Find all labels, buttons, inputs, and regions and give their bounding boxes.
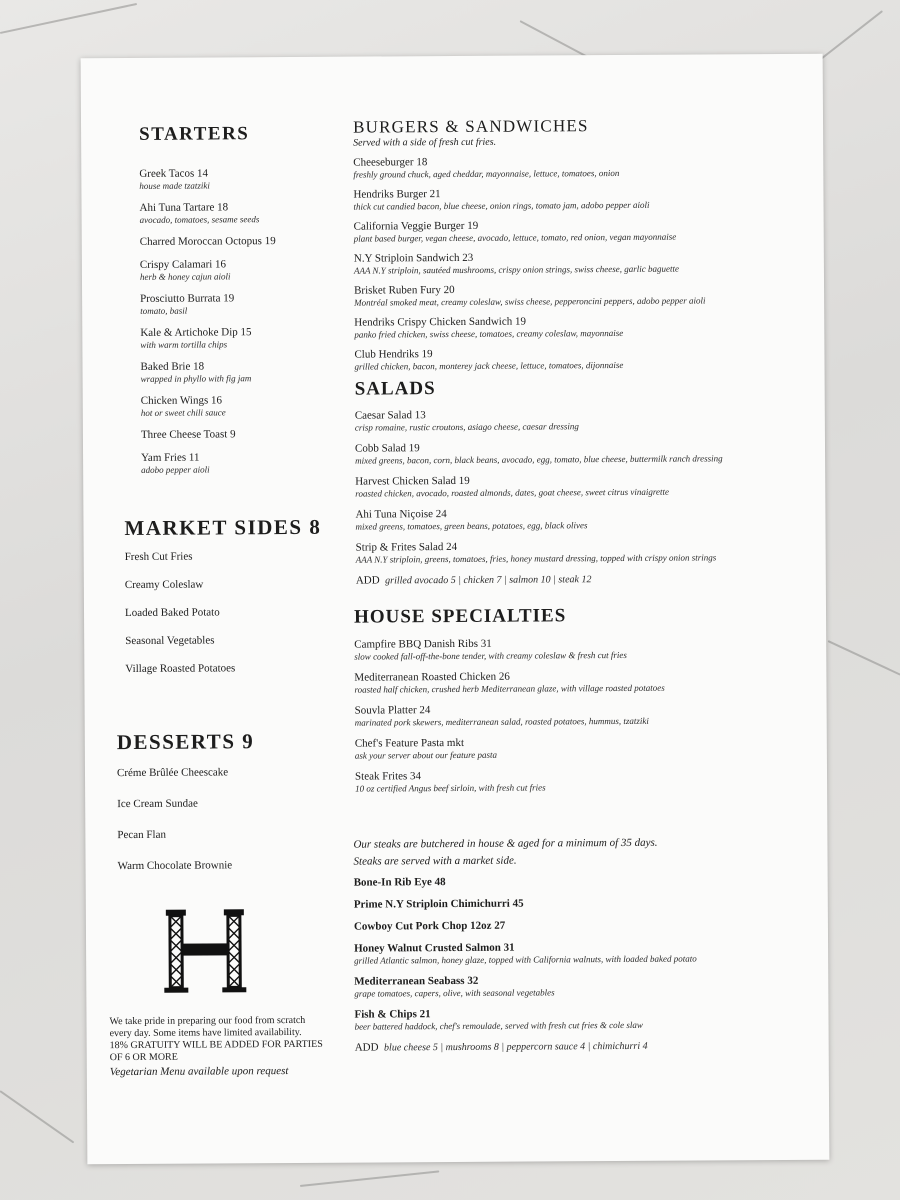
burgers-subtitle: Served with a side of fresh cut fries. [353, 136, 497, 149]
house-specialties-section [354, 604, 805, 804]
menu-item [353, 186, 803, 213]
menu-item-description: roasted half chicken, crushed herb Mediterranean glaze, with village roasted potatoes [354, 682, 665, 695]
steaks-section [353, 834, 814, 1055]
menu-item-description: crisp romaine, rustic croutons, asiago cheese, caesar dressing [354, 421, 579, 433]
menu-item [354, 874, 814, 890]
menu-item [141, 451, 361, 476]
menu-item-description: mixed greens, bacon, corn, black beans, avocado, egg, tomato, blue cheese, buttermilk ranch dressing [355, 453, 723, 466]
menu-item-description: 10 oz certified Angus beef sirloin, with fresh cut fries [355, 782, 546, 794]
menu-item [355, 407, 805, 434]
menu-item-name: Honey Walnut Crusted Salmon 31 [354, 941, 515, 955]
footer-line: 18% GRATUITY WILL BE ADDED FOR PARTIES [109, 1038, 323, 1052]
menu-item-name: Three Cheese Toast 9 [140, 428, 236, 441]
menu-item-description: marinated pork skewers, mediterranean salad, roasted potatoes, hummus, tzatziki [354, 715, 649, 728]
menu-item-name: Seasonal Vegetables [125, 634, 215, 648]
menu-item-name: Ahi Tuna Tartare 18 [139, 201, 229, 214]
menu-item-description: wrapped in phyllo with fig jam [140, 373, 252, 384]
menu-item [354, 636, 804, 663]
menu-item-name: Steak Frites 34 [354, 770, 422, 783]
menu-item-description: slow cooked fall-off-the-bone tender, with creamy coleslaw & fresh cut fries [354, 649, 627, 662]
menu-item-name: Charred Moroccan Octopus 19 [139, 235, 276, 248]
steaks-statement: Steaks are served with a market side. [353, 854, 517, 868]
house-specialties-heading: HOUSE SPECIALTIES [353, 605, 567, 628]
menu-item-name: Brisket Ruben Fury 20 [354, 283, 455, 297]
menu-item-name: N.Y Striploin Sandwich 23 [353, 251, 474, 265]
menu-item-name: Cheeseburger 18 [353, 156, 428, 169]
menu-item-description: hot or sweet chili sauce [140, 407, 226, 418]
menu-item-name: Harvest Chicken Salad 19 [355, 474, 470, 488]
menu-sheet [81, 54, 830, 1165]
marble-vein [300, 1170, 439, 1187]
burgers-heading: BURGERS & SANDWICHES [352, 116, 589, 137]
menu-item [355, 768, 805, 795]
starters-section [139, 123, 361, 486]
menu-item-description: herb & honey cajun aioli [139, 271, 231, 282]
menu-item [354, 1006, 814, 1033]
menu-item [355, 702, 805, 729]
desserts-heading: DESSERTS 9 [116, 729, 255, 755]
menu-item [353, 154, 803, 181]
menu-item-name: Caesar Salad 13 [354, 409, 426, 422]
menu-item-name: Ahi Tuna Niçoise 24 [355, 508, 447, 521]
menu-item-name: Cobb Salad 19 [354, 442, 420, 455]
menu-item-name: Mediterranean Roasted Chicken 26 [354, 670, 510, 684]
menu-item [354, 250, 804, 277]
menu-item-name: Club Hendriks 19 [354, 348, 433, 361]
menu-item-name: Souvla Platter 24 [354, 704, 431, 717]
menu-item-name: Fresh Cut Fries [124, 550, 193, 564]
menu-item-name: California Veggie Burger 19 [353, 219, 479, 233]
menu-item-description: AAA N.Y striploin, sautéed mushrooms, crispy onion strings, swiss cheese, garlic baguette [353, 263, 679, 276]
menu-item-description: AAA N.Y striploin, greens, tomatoes, fries, honey mustard dressing, topped with crispy onion strings [355, 552, 717, 565]
menu-item-name: Créme Brûlée Cheescake [116, 766, 229, 780]
menu-item-name: Crispy Calamari 16 [139, 258, 227, 271]
menu-item-name: Mediterranean Seabass 32 [354, 974, 479, 988]
desserts-section [117, 729, 358, 891]
menu-item [354, 218, 804, 245]
menu-item-name: Strip & Frites Salad 24 [355, 540, 458, 554]
restaurant-logo [162, 907, 249, 994]
marble-vein [0, 3, 137, 34]
menu-item-name: Hendriks Burger 21 [353, 188, 441, 201]
steaks-list [354, 874, 815, 1033]
market-sides-heading: MARKET SIDES 8 [124, 514, 322, 541]
menu-item [354, 282, 804, 309]
menu-item [141, 428, 361, 442]
menu-item [355, 440, 805, 467]
menu-item [140, 258, 360, 283]
menu-item-name: Chef's Feature Pasta mkt [354, 736, 465, 750]
menu-item [355, 506, 805, 533]
menu-item-description: plant based burger, vegan cheese, avocado, lettuce, tomato, red onion, vegan mayonnaise [353, 231, 677, 244]
desserts-list [117, 766, 358, 872]
menu-item [140, 201, 360, 226]
burgers-section [353, 115, 805, 381]
menu-item-description: beer battered haddock, chef's remoulade, served with fresh cut fries & cole slaw [354, 1019, 643, 1032]
menu-item [140, 292, 360, 317]
menu-item [140, 360, 360, 385]
starters-list [139, 167, 361, 476]
menu-item [355, 735, 805, 762]
menu-item [354, 973, 814, 1000]
menu-item-name: Greek Tacos 14 [139, 167, 209, 180]
vegetarian-note: Vegetarian Menu available upon request [109, 1065, 289, 1079]
menu-item [354, 346, 804, 373]
starters-heading: STARTERS [139, 123, 250, 145]
add-label: ADD [355, 574, 380, 587]
menu-item [140, 326, 360, 351]
menu-item [140, 235, 360, 249]
steaks-statement: Our steaks are butchered in house & aged for a minimum of 35 days. [353, 836, 658, 851]
menu-item-description: thick cut candied bacon, blue cheese, onion rings, tomato jam, adobo pepper aioli [353, 199, 650, 212]
logo-h-icon [162, 907, 249, 994]
menu-item-name: Bone-In Rib Eye 48 [353, 876, 446, 889]
menu-item-name: Prime N.Y Striploin Chimichurri 45 [353, 897, 524, 911]
market-sides-section [124, 515, 365, 691]
salads-section [355, 376, 806, 588]
menu-item [354, 669, 804, 696]
add-options: blue cheese 5 | mushrooms 8 | peppercorn sauce 4 | chimichurri 4 [383, 1040, 648, 1054]
menu-item-description: tomato, basil [140, 305, 188, 316]
footer-line: every day. Some items have limited availability. [109, 1026, 302, 1040]
market-sides-list [125, 550, 366, 675]
menu-item-name: Chicken Wings 16 [140, 394, 223, 407]
menu-item [354, 896, 814, 912]
menu-item [139, 167, 359, 192]
footer-line: We take pride in preparing our food from scratch [109, 1014, 306, 1028]
menu-item-description: avocado, tomatoes, sesame seeds [139, 214, 260, 225]
menu-item-description: adobo pepper aioli [141, 464, 210, 475]
menu-item-name: Baked Brie 18 [140, 360, 205, 373]
burgers-list [353, 154, 804, 373]
menu-item-name: Ice Cream Sundae [117, 797, 198, 811]
menu-item-name: Cowboy Cut Pork Chop 12oz 27 [353, 919, 506, 933]
menu-item [355, 473, 805, 500]
menu-item-description: grape tomatoes, capers, olive, with seasonal vegetables [354, 987, 555, 999]
menu-item-description: panko fried chicken, swiss cheese, tomatoes, creamy coleslaw, mayonnaise [354, 327, 624, 340]
menu-item-name: Pecan Flan [117, 828, 166, 842]
menu-item [354, 918, 814, 934]
marble-vein [828, 640, 900, 676]
menu-item-name: Creamy Coleslaw [124, 578, 204, 592]
footer-line: OF 6 OR MORE [109, 1051, 178, 1064]
menu-item-description: Montréal smoked meat, creamy coleslaw, swiss cheese, pepperoncini peppers, adobo pepper aioli [354, 295, 706, 308]
menu-item-name: Warm Chocolate Brownie [117, 859, 233, 873]
menu-item-name: Kale & Artichoke Dip 15 [140, 326, 252, 339]
menu-item-name: Prosciutto Burrata 19 [140, 292, 235, 305]
menu-item [141, 394, 361, 419]
menu-item [356, 539, 806, 566]
menu-item-description: mixed greens, tomatoes, green beans, potatoes, egg, black olives [355, 520, 588, 532]
marble-vein [0, 1090, 74, 1143]
salads-heading: SALADS [354, 378, 436, 400]
menu-item [354, 940, 814, 967]
salads-list [355, 407, 806, 566]
menu-item-description: ask your server about our feature pasta [354, 749, 498, 761]
steaks-add-line [355, 1039, 815, 1055]
menu-item-description: freshly ground chuck, aged cheddar, mayonnaise, lettuce, tomatoes, onion [353, 167, 620, 180]
menu-item-name: Loaded Baked Potato [124, 606, 220, 620]
footer-note [109, 1015, 359, 1079]
menu-item-description: with warm tortilla chips [140, 339, 228, 350]
menu-item-description: roasted chicken, avocado, roasted almonds, dates, goat cheese, sweet citrus vinaigrette [355, 486, 670, 499]
menu-item-name: Hendriks Crispy Chicken Sandwich 19 [354, 315, 526, 329]
menu-item-description: house made tzatziki [139, 180, 210, 191]
menu-item-name: Village Roasted Potatoes [125, 662, 236, 676]
add-label: ADD [354, 1041, 379, 1054]
house-specialties-list [354, 636, 805, 795]
menu-item-name: Yam Fries 11 [141, 451, 200, 464]
menu-item-description: grilled Atlantic salmon, honey glaze, topped with California walnuts, with loaded baked potato [354, 953, 697, 966]
menu-item-name: Campfire BBQ Danish Ribs 31 [354, 637, 492, 651]
add-options: grilled avocado 5 | chicken 7 | salmon 10 | steak 12 [385, 574, 592, 587]
salads-add-line [356, 572, 806, 588]
menu-item [354, 314, 804, 341]
menu-item-name: Fish & Chips 21 [354, 1008, 431, 1021]
menu-item-description: grilled chicken, bacon, monterey jack cheese, lettuce, tomatoes, dijonnaise [354, 359, 624, 372]
